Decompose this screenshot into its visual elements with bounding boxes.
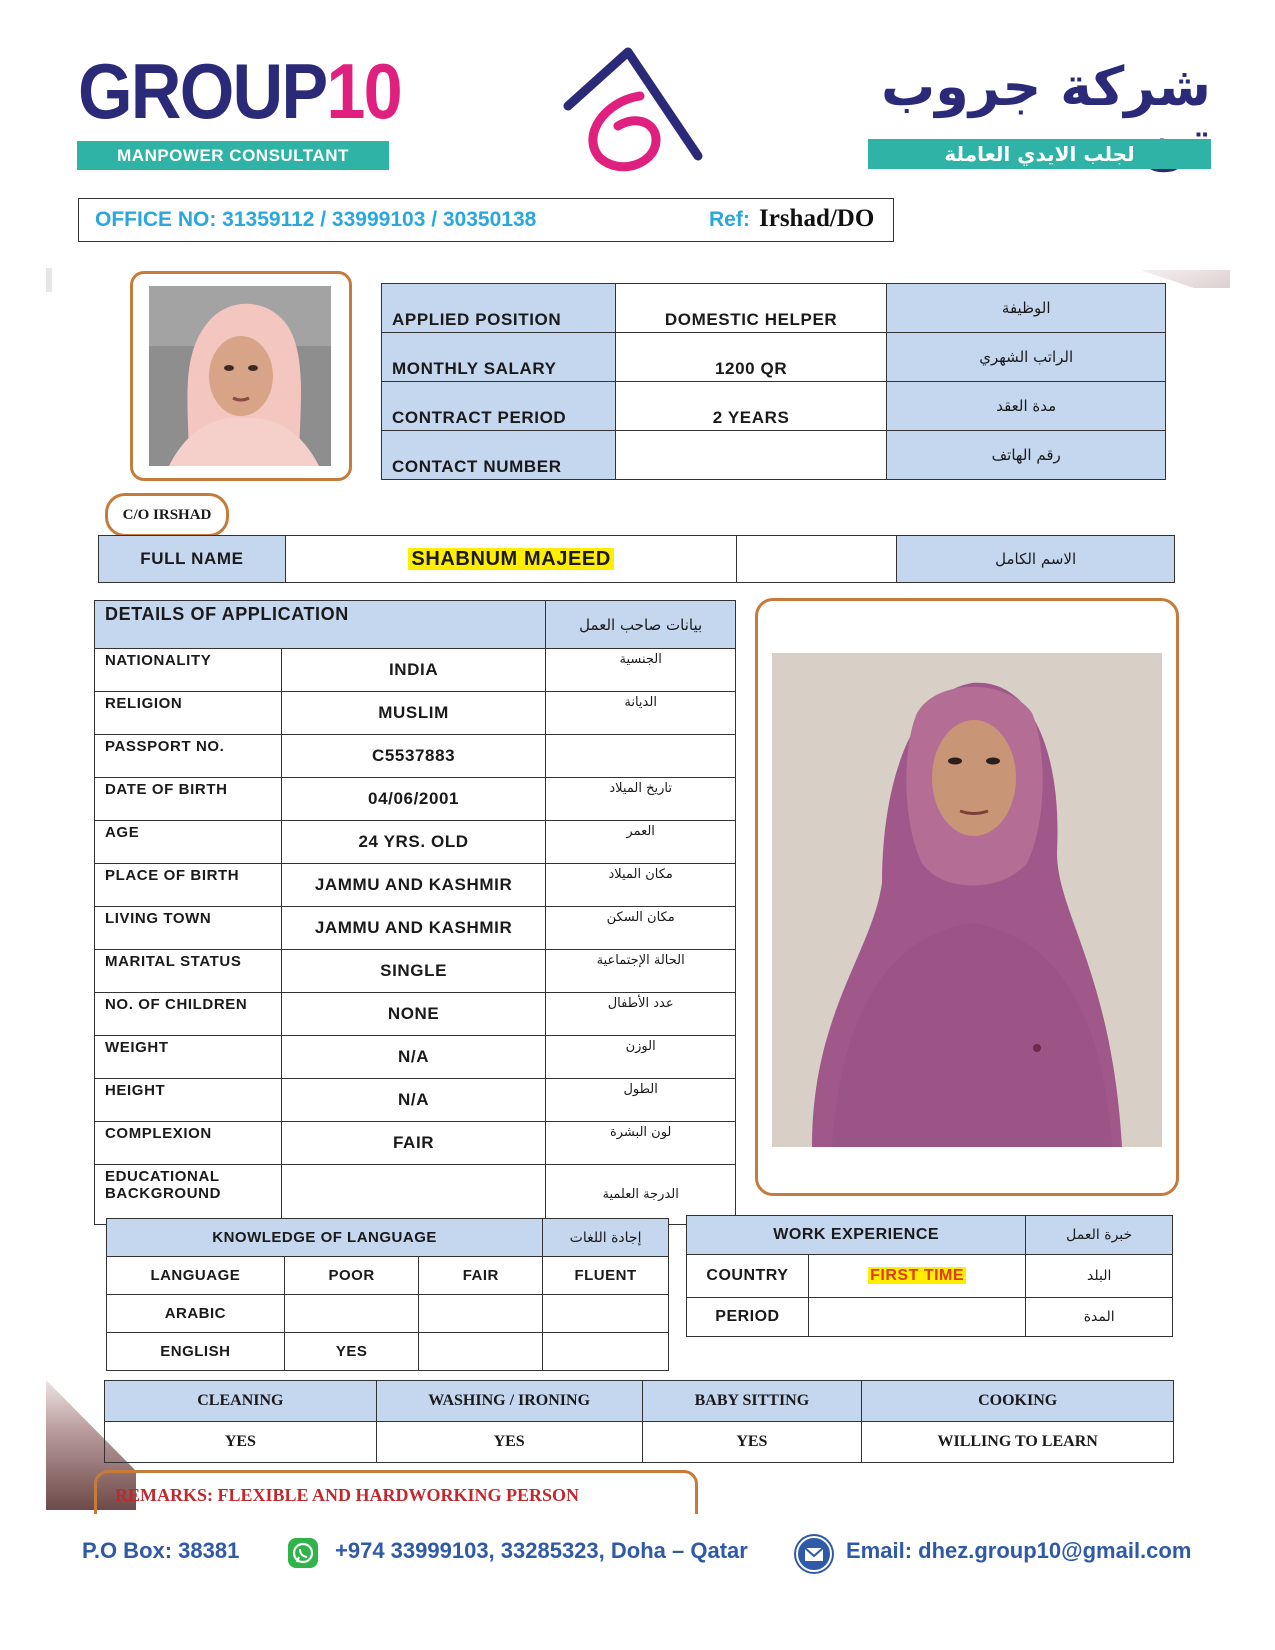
- detail-label-ar: الحالة الإجتماعية: [546, 950, 736, 993]
- table-row: [687, 1298, 1173, 1337]
- position-label: APPLIED POSITION: [382, 284, 616, 333]
- table-row: [95, 864, 736, 907]
- contact-value: [615, 431, 887, 480]
- table-header-row: [95, 601, 736, 649]
- contract-value: 2 YEARS: [615, 382, 887, 431]
- skill-header: BABY SITTING: [642, 1381, 862, 1422]
- detail-value: JAMMU AND KASHMIR: [281, 907, 546, 950]
- full-name-label: FULL NAME: [99, 536, 286, 583]
- skill-value: YES: [105, 1422, 377, 1463]
- salary-label: MONTHLY SALARY: [382, 333, 616, 382]
- position-label-ar: الوظيفة: [887, 284, 1166, 333]
- portrait-photo-icon: [772, 653, 1162, 1147]
- table-row: [95, 735, 736, 778]
- skills-table: [104, 1380, 1174, 1463]
- contract-label-ar: مدة العقد: [887, 382, 1166, 431]
- skill-value: YES: [642, 1422, 862, 1463]
- table-row: [95, 907, 736, 950]
- contact-label-ar: رقم الهاتف: [887, 431, 1166, 480]
- details-header-ar: بيانات صاحب العمل: [546, 601, 736, 649]
- language-header: KNOWLEDGE OF LANGUAGE: [107, 1219, 543, 1257]
- care-of-badge: C/O IRSHAD: [105, 493, 229, 537]
- full-name-label-ar: الاسم الكامل: [897, 536, 1175, 583]
- table-row: [382, 284, 1166, 333]
- salary-label-ar: الراتب الشهري: [887, 333, 1166, 382]
- detail-label: NATIONALITY: [95, 649, 282, 692]
- salary-value: 1200 QR: [615, 333, 887, 382]
- detail-label-ar: الطول: [546, 1079, 736, 1122]
- table-row: [95, 692, 736, 735]
- detail-label: WEIGHT: [95, 1036, 282, 1079]
- full-name-table: [98, 535, 1175, 583]
- table-row: [95, 1122, 736, 1165]
- detail-label: NO. OF CHILDREN: [95, 993, 282, 1036]
- detail-value: 04/06/2001: [281, 778, 546, 821]
- detail-value: N/A: [281, 1036, 546, 1079]
- detail-label-ar: مكان الميلاد: [546, 864, 736, 907]
- portrait-photo-icon: [149, 286, 331, 466]
- work-label: COUNTRY: [687, 1255, 809, 1298]
- detail-label-ar: الوزن: [546, 1036, 736, 1079]
- logo-word: GROUP: [78, 47, 327, 135]
- work-experience-table: [686, 1215, 1173, 1337]
- detail-label-ar: الجنسية: [546, 649, 736, 692]
- detail-label: LIVING TOWN: [95, 907, 282, 950]
- language-table: [106, 1218, 669, 1371]
- full-name-value: SHABNUM MAJEED: [408, 548, 614, 570]
- work-period-value: [808, 1298, 1025, 1337]
- contract-label: CONTRACT PERIOD: [382, 382, 616, 431]
- ref-value: Irshad/DO: [759, 205, 875, 232]
- whatsapp-icon: [288, 1538, 318, 1568]
- contact-label: CONTACT NUMBER: [382, 431, 616, 480]
- detail-value: NONE: [281, 993, 546, 1036]
- detail-label-ar: تاريخ الميلاد: [546, 778, 736, 821]
- table-row: [105, 1422, 1174, 1463]
- table-row: [95, 778, 736, 821]
- column-header: LANGUAGE: [107, 1257, 285, 1295]
- po-box: P.O Box: 38381: [82, 1538, 240, 1563]
- skill-value: WILLING TO LEARN: [862, 1422, 1174, 1463]
- language-fluent: [543, 1295, 669, 1333]
- ref-label: Ref:: [709, 208, 750, 231]
- page-decoration: [46, 268, 52, 292]
- detail-label: PLACE OF BIRTH: [95, 864, 282, 907]
- column-header: POOR: [284, 1257, 419, 1295]
- detail-value: N/A: [281, 1079, 546, 1122]
- detail-label-ar: الديانة: [546, 692, 736, 735]
- detail-label: COMPLEXION: [95, 1122, 282, 1165]
- detail-label: EDUCATIONAL BACKGROUND: [95, 1165, 282, 1225]
- details-table: [94, 600, 736, 1225]
- table-row: [95, 1036, 736, 1079]
- skill-header: COOKING: [862, 1381, 1174, 1422]
- detail-value: [281, 1165, 546, 1225]
- work-header-ar: خبرة العمل: [1026, 1216, 1173, 1255]
- table-row: [107, 1333, 669, 1371]
- table-header-row: [687, 1216, 1173, 1255]
- language-fair: [419, 1295, 543, 1333]
- table-row: [107, 1257, 669, 1295]
- phone-numbers: +974 33999103, 33285323, Doha – Qatar: [335, 1538, 748, 1563]
- table-row: [382, 382, 1166, 431]
- table-row: [95, 950, 736, 993]
- detail-value: JAMMU AND KASHMIR: [281, 864, 546, 907]
- applicant-photo-small: [130, 271, 352, 481]
- column-header: FAIR: [419, 1257, 543, 1295]
- table-row: [107, 1295, 669, 1333]
- details-header: DETAILS OF APPLICATION: [95, 601, 546, 649]
- table-row: [95, 1165, 736, 1225]
- table-header-row: [105, 1381, 1174, 1422]
- company-logo-right: شركة جروب: [881, 55, 1211, 118]
- detail-label: DATE OF BIRTH: [95, 778, 282, 821]
- company-emblem-icon: [560, 46, 710, 176]
- table-row: [95, 1079, 736, 1122]
- detail-value: INDIA: [281, 649, 546, 692]
- logo-subtitle: MANPOWER CONSULTANT: [77, 141, 389, 170]
- detail-label: AGE: [95, 821, 282, 864]
- detail-label: RELIGION: [95, 692, 282, 735]
- table-row: [687, 1255, 1173, 1298]
- position-table: [381, 283, 1166, 480]
- office-info-box: [78, 198, 894, 242]
- language-name: ARABIC: [107, 1295, 285, 1333]
- language-poor: YES: [284, 1333, 419, 1371]
- email-icon: [794, 1534, 834, 1574]
- language-fluent: [543, 1333, 669, 1371]
- empty-cell: [737, 536, 897, 583]
- language-header-ar: إجادة اللغات: [543, 1219, 669, 1257]
- table-header-row: [107, 1219, 669, 1257]
- position-value: DOMESTIC HELPER: [615, 284, 887, 333]
- table-row: [382, 431, 1166, 480]
- language-name: ENGLISH: [107, 1333, 285, 1371]
- office-numbers: OFFICE NO: 31359112 / 33999103 / 30350138: [95, 208, 537, 231]
- work-label-ar: البلد: [1026, 1255, 1173, 1298]
- detail-value: C5537883: [281, 735, 546, 778]
- detail-label-ar: مكان السكن: [546, 907, 736, 950]
- detail-label: HEIGHT: [95, 1079, 282, 1122]
- detail-label: MARITAL STATUS: [95, 950, 282, 993]
- remarks: REMARKS: FLEXIBLE AND HARDWORKING PERSON: [94, 1470, 698, 1514]
- skill-header: WASHING / IRONING: [376, 1381, 642, 1422]
- logo-right-subtitle: لجلب الايدي العاملة: [868, 139, 1211, 169]
- table-row: [95, 993, 736, 1036]
- table-row: [95, 649, 736, 692]
- skill-header: CLEANING: [105, 1381, 377, 1422]
- email-address: Email: dhez.group10@gmail.com: [846, 1538, 1192, 1563]
- table-row: [99, 536, 1175, 583]
- work-header: WORK EXPERIENCE: [687, 1216, 1026, 1255]
- column-header: FLUENT: [543, 1257, 669, 1295]
- company-logo-left: [78, 47, 401, 135]
- detail-value: 24 YRS. OLD: [281, 821, 546, 864]
- detail-label-ar: العمر: [546, 821, 736, 864]
- work-label-ar: المدة: [1026, 1298, 1173, 1337]
- table-row: [382, 333, 1166, 382]
- detail-value: FAIR: [281, 1122, 546, 1165]
- detail-value: SINGLE: [281, 950, 546, 993]
- applicant-photo-large: [755, 598, 1179, 1196]
- skill-value: YES: [376, 1422, 642, 1463]
- detail-value: MUSLIM: [281, 692, 546, 735]
- language-poor: [284, 1295, 419, 1333]
- work-country-value: FIRST TIME: [870, 1267, 965, 1284]
- detail-label-ar: [546, 735, 736, 778]
- detail-label-ar: الدرجة العلمية: [546, 1165, 736, 1225]
- table-row: [95, 821, 736, 864]
- work-label: PERIOD: [687, 1298, 809, 1337]
- detail-label-ar: لون البشرة: [546, 1122, 736, 1165]
- detail-label: PASSPORT NO.: [95, 735, 282, 778]
- logo-number: 10: [326, 47, 401, 135]
- language-fair: [419, 1333, 543, 1371]
- detail-label-ar: عدد الأطفال: [546, 993, 736, 1036]
